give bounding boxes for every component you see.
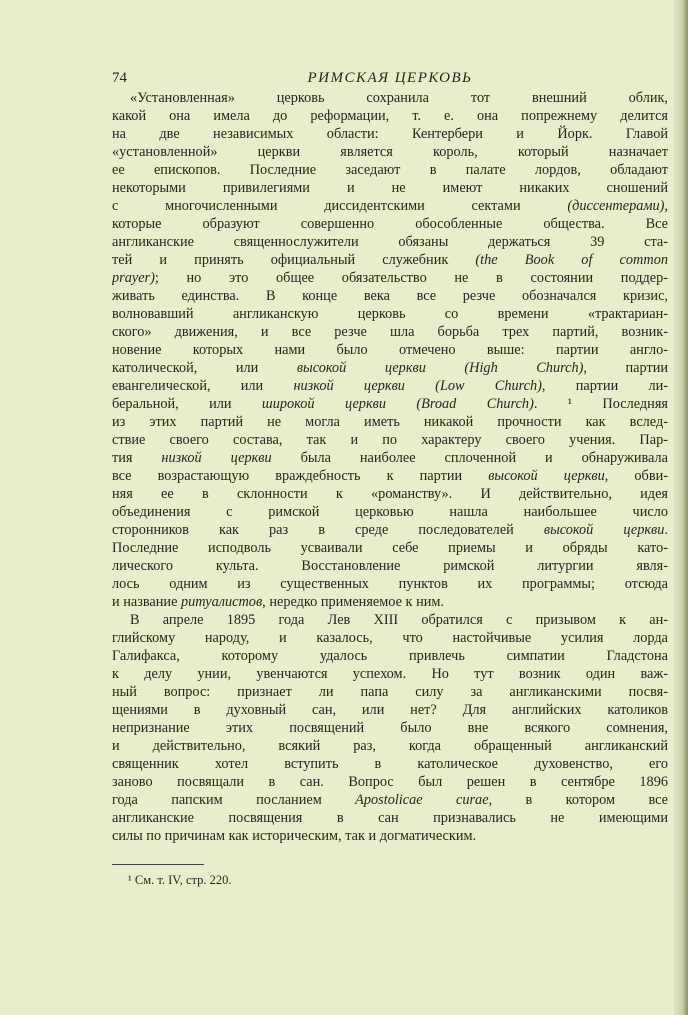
text-segment: лического культа. Восстановление римской литургии явля- — [112, 558, 668, 574]
text-segment: ствие своего состава, так и по характеру своего учения. Пар- — [112, 432, 668, 448]
text-segment: . ¹ Последняя — [533, 396, 668, 412]
italic-text: широкой церкви (Broad Church) — [261, 396, 534, 412]
text-line — [112, 485, 668, 503]
text-segment: силы по причинам как историческим, так и догматическим. — [112, 828, 477, 844]
body-text — [112, 89, 668, 845]
text-line — [112, 305, 668, 323]
text-segment: ный вопрос: признает ли папа силу за англиканскими посвя- — [112, 684, 668, 700]
text-segment: , — [664, 198, 668, 214]
text-line — [112, 755, 668, 773]
italic-text: Apostolicae curae — [355, 792, 489, 808]
text-line — [112, 125, 668, 143]
text-segment: некоторыми привилегиями и не имеют никаких сношений — [112, 180, 668, 196]
text-segment: живать единства. В конце века все резче обозначался кризис, — [112, 288, 668, 304]
text-segment: ее епископов. Последние заседают в палате лордов, обладают — [112, 162, 668, 178]
text-segment: заново посвящали в сан. Вопрос был решен в сентябре 1896 — [112, 774, 668, 790]
text-segment: тей и принять официальный служебник — [112, 252, 476, 268]
text-line — [112, 503, 668, 521]
page-number: 74 — [112, 70, 127, 86]
text-segment: сторонников как раз в среде последователей — [112, 522, 544, 538]
text-line — [112, 593, 668, 611]
text-segment: года папским посланием — [112, 792, 356, 808]
text-segment: ского» движения, и все резче шла борьба трех партий, возник- — [112, 324, 668, 340]
text-line — [112, 665, 668, 683]
text-line — [112, 449, 668, 467]
text-segment: и название — [112, 594, 181, 610]
text-line — [112, 179, 668, 197]
text-line — [112, 773, 668, 791]
text-segment: евангелической, или — [112, 378, 294, 394]
text-line — [112, 431, 668, 449]
text-segment: какой она имела до реформации, т. е. она попрежнему делится — [112, 108, 668, 124]
text-line — [112, 629, 668, 647]
running-title: РИМСКАЯ ЦЕРКОВЬ — [307, 70, 473, 86]
text-line — [112, 791, 668, 809]
text-segment: священник хотел вступить в католическое духовенство, его — [112, 756, 668, 772]
text-line — [112, 323, 668, 341]
text-segment: волновавший англиканскую церковь со времени «трактариан- — [112, 306, 668, 322]
italic-text: (диссентерами) — [567, 198, 665, 214]
italic-text: низкой церкви — [161, 450, 272, 466]
text-segment: непризнание этих посвящений было вне всякого сомнения, — [112, 720, 668, 736]
text-segment: все возрастающую враждебность к партии — [112, 468, 489, 484]
text-line — [112, 143, 668, 161]
text-line — [112, 719, 668, 737]
text-segment: Галифакса, которому удалось привлечь симпатии Гладстона — [112, 648, 668, 664]
text-segment: новение которых нами было отмечено выше: партии англо- — [112, 342, 668, 358]
text-line — [112, 683, 668, 701]
italic-text: высокой церкви — [488, 468, 605, 484]
text-line — [112, 233, 668, 251]
text-line — [112, 701, 668, 719]
text-line — [112, 413, 668, 431]
text-line — [112, 521, 668, 539]
text-segment: которые образуют совершенно обособленные общества. Все — [112, 216, 668, 232]
text-segment: , обви- — [604, 468, 668, 484]
text-segment: была наиболее сплоченной и обнаруживала — [271, 450, 668, 466]
italic-text: prayer) — [112, 270, 155, 286]
text-segment: католической, или — [112, 360, 297, 376]
text-line — [112, 575, 668, 593]
italic-text: высокой церкви (High Church) — [296, 360, 584, 376]
text-segment: Последние исподволь усваивали себе приемы и обряды като- — [112, 540, 668, 556]
text-line — [112, 215, 668, 233]
text-segment: глийскому народу, и казалось, что настойчивые усилия лорда — [112, 630, 668, 646]
text-line — [112, 467, 668, 485]
text-line — [112, 611, 668, 629]
text-line — [112, 251, 668, 269]
text-segment: «Установленная» церковь сохранила тот внешний облик, — [130, 90, 668, 106]
text-line — [112, 161, 668, 179]
text-line — [112, 341, 668, 359]
text-line — [112, 89, 668, 107]
text-segment: щениями в духовный сан, или нет? Для английских католиков — [112, 702, 668, 718]
text-segment: «установленной» церкви является король, который назначает — [112, 144, 668, 160]
text-line — [112, 737, 668, 755]
text-segment: объединения с римской церковью нашла наибольшее число — [112, 504, 668, 520]
text-line — [112, 197, 668, 215]
text-line — [112, 377, 668, 395]
text-segment: англиканские священнослужители обязаны держаться 39 ста- — [112, 234, 668, 250]
text-segment: из этих партий не могла иметь никакой прочности как вслед- — [112, 414, 668, 430]
text-line — [112, 809, 668, 827]
footnote-divider — [112, 864, 204, 865]
text-segment: с многочисленными диссидентскими сектами — [112, 198, 568, 214]
text-segment: , партии — [583, 360, 668, 376]
text-segment: беральной, или — [112, 396, 262, 412]
text-segment: , нередко применяемое к ним. — [262, 594, 444, 610]
text-segment: лось одним из существенных пунктов их программы; отсюда — [112, 576, 668, 592]
text-segment: няя ее в склонности к «романству». И действительно, идея — [112, 486, 668, 502]
italic-text: (the Book of common — [475, 252, 668, 268]
text-segment: тия — [112, 450, 162, 466]
text-line — [112, 287, 668, 305]
text-segment: В апреле 1895 года Лев XIII обратился с призывом к ан- — [130, 612, 668, 628]
text-line — [112, 395, 668, 413]
footnote: ¹ См. т. IV, стр. 220. — [128, 873, 232, 887]
text-line — [112, 539, 668, 557]
italic-text: ритуалистов — [181, 594, 263, 610]
page-edge-shadow — [674, 0, 688, 1015]
text-segment: англиканские посвящения в сан признавались не имеющими — [112, 810, 668, 826]
italic-text: высокой церкви — [543, 522, 665, 538]
text-segment: ; но это общее обязательство не в состоянии поддер- — [154, 270, 668, 286]
text-segment: к делу унии, увенчаются успехом. Но тут возник один важ- — [112, 666, 668, 682]
text-segment: . — [664, 522, 668, 538]
text-segment: на две независимых области: Кентербери и Йорк. Главой — [112, 126, 668, 142]
text-line — [112, 269, 668, 287]
text-line — [112, 107, 668, 125]
text-segment: , в котором все — [488, 792, 668, 808]
text-line — [112, 557, 668, 575]
text-line — [112, 827, 668, 845]
text-segment: и действительно, всякий раз, когда обращенный англиканский — [112, 738, 668, 754]
text-line — [112, 359, 668, 377]
text-line — [112, 647, 668, 665]
italic-text: низкой церкви (Low Church) — [293, 378, 542, 394]
text-segment: , партии ли- — [541, 378, 668, 394]
